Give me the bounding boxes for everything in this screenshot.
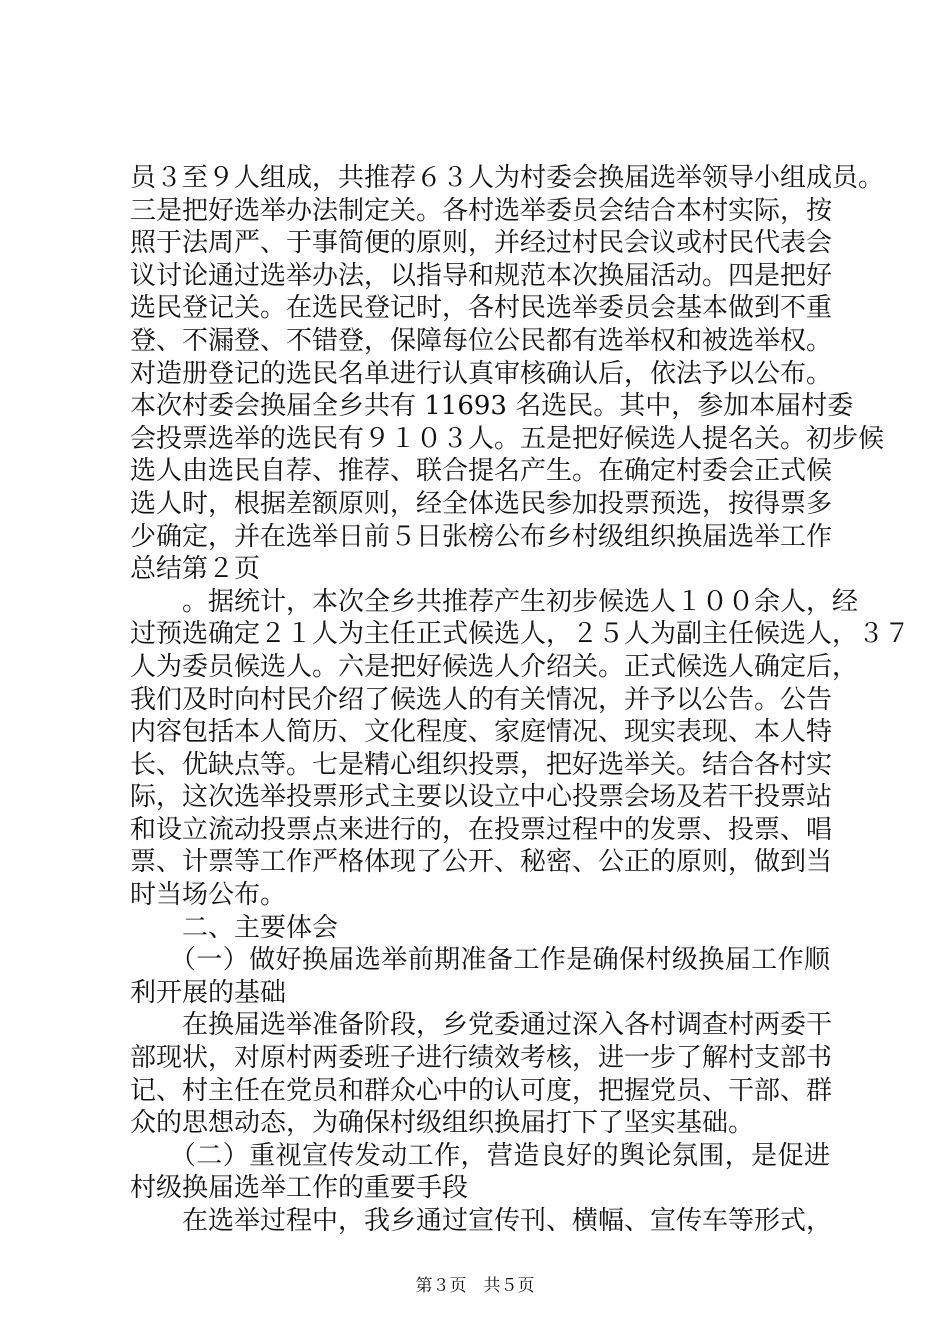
text-line: 记、村主任在党员和群众心中的认可度，把握党员、干部、群 xyxy=(130,1075,833,1106)
text-line: 我们及时向村民介绍了候选人的有关情况，并予以公告。公告 xyxy=(130,684,833,715)
text-line: 员３至９人组成，共推荐６３人为村委会换届选举领导小组成员。 xyxy=(130,163,885,193)
text-line: 登、不漏登、不错登，保障每位公民都有选举权和被选举权。 xyxy=(130,325,833,356)
text-line: 际，这次选举投票形式主要以设立中心投票会场及若干投票站 xyxy=(130,782,833,813)
subsection-heading: （一）做好换届选举前期准备工作是确保村级换届工作顺 xyxy=(130,945,830,976)
text-line: 三是把好选举办法制定关。各村选举委员会结合本村实际，按 xyxy=(130,195,833,226)
text-line: 长、优缺点等。七是精心组织投票，把好选举关。结合各村实 xyxy=(130,749,833,780)
text-line: 对造册登记的选民名单进行认真审核确认后，依法予以公布。 xyxy=(130,358,833,389)
text-line: 内容包括本人简历、文化程度、家庭情况、现实表现、本人特 xyxy=(130,717,833,748)
page-footer: 第３页 共５页 xyxy=(415,1276,535,1296)
text-line: 议讨论通过选举办法，以指导和规范本次换届活动。四是把好 xyxy=(130,260,833,291)
text-line: 照于法周严、于事简便的原则，并经过村民会议或村民代表会 xyxy=(130,228,833,259)
text-line: 会投票选举的选民有９１０３人。五是把好候选人提名关。初步候 xyxy=(130,423,885,454)
subsection-heading: （二）重视宣传发动工作，营造良好的舆论氛围，是促进 xyxy=(130,1140,830,1171)
subsection-heading: 村级换届选举工作的重要手段 xyxy=(130,1173,469,1204)
text-line: 总结第２页 xyxy=(130,554,261,585)
text-line: 时当场公布。 xyxy=(130,880,287,911)
text-line: 选民登记关。在选民登记时，各村民选举委员会基本做到不重 xyxy=(130,293,833,324)
section-heading: 二、主要体会 xyxy=(130,912,339,943)
text-line: 。据统计，本次全乡共推荐产生初步候选人１００余人，经 xyxy=(130,586,859,617)
text-line: 和设立流动投票点来进行的，在投票过程中的发票、投票、唱 xyxy=(130,814,833,845)
text-line: 在换届选举准备阶段，乡党委通过深入各村调查村两委干 xyxy=(130,1010,833,1041)
text-line: 选人时，根据差额原则，经全体选民参加投票预选，按得票多 xyxy=(130,488,833,519)
text-line: 众的思想动态，为确保村级组织换届打下了坚实基础。 xyxy=(130,1108,755,1139)
text-line: 部现状，对原村两委班子进行绩效考核，进一步了解村支部书 xyxy=(130,1043,833,1074)
text-line: 选人由选民自荐、推荐、联合提名产生。在确定村委会正式候 xyxy=(130,456,833,487)
document-body xyxy=(130,162,911,1238)
text-line: 少确定，并在选举日前５日张榜公布乡村级组织换届选举工作 xyxy=(130,521,833,552)
text-line: 本次村委会换届全乡共有 11693 名选民。其中，参加本届村委 xyxy=(130,391,854,422)
text-line: 在选举过程中，我乡通过宣传刊、横幅、宣传车等形式， xyxy=(130,1206,833,1236)
subsection-heading: 利开展的基础 xyxy=(130,977,287,1008)
text-line: 过预选确定２１人为主任正式候选人，２５人为副主任候选人，３７ xyxy=(130,619,911,650)
text-line: 票、计票等工作严格体现了公开、秘密、公正的原则，做到当 xyxy=(130,847,833,878)
text-line: 人为委员候选人。六是把好候选人介绍关。正式候选人确定后， xyxy=(130,651,859,682)
